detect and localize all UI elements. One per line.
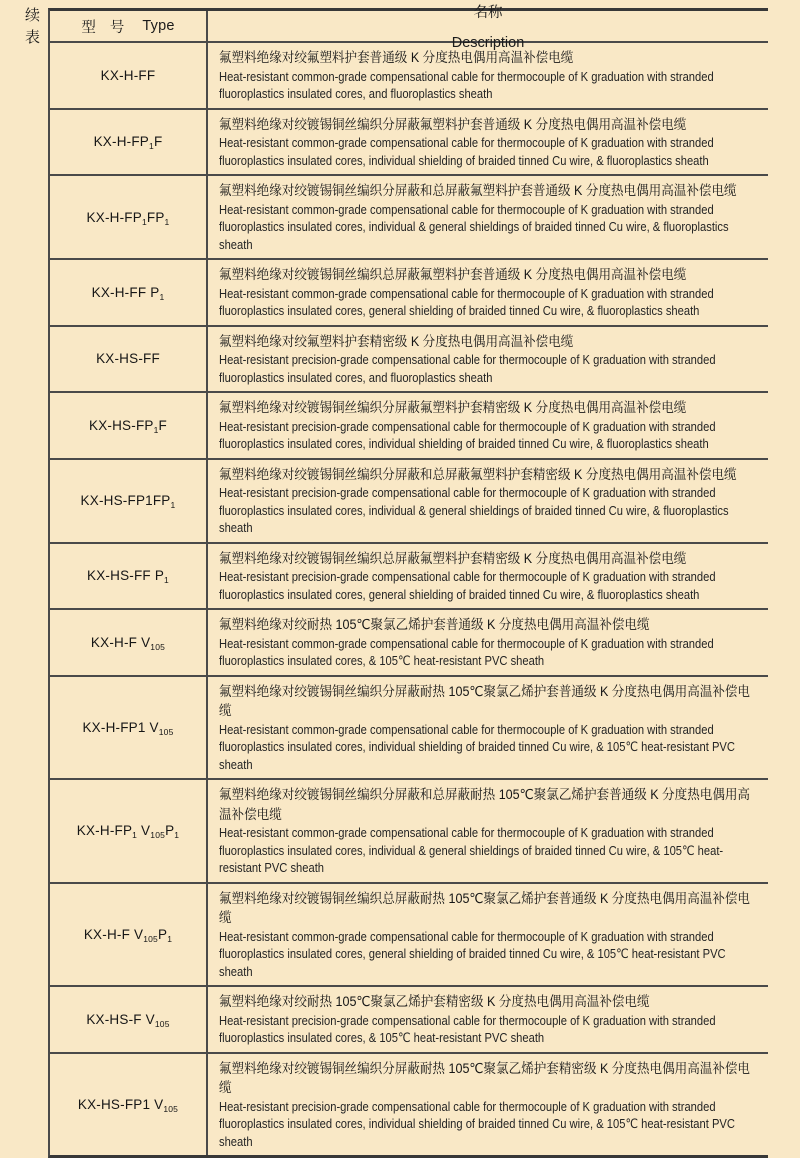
description-cell	[208, 43, 768, 108]
table-row	[50, 393, 768, 460]
description-cell	[208, 260, 768, 325]
description-en: Heat-resistant common-grade compensational cable for thermocouple of K graduation with stranded fluoroplastics insulated cores, individual & general shieldings of braided tinned Cu wire, & fluoroplastics sheath	[219, 201, 729, 252]
description-en: Heat-resistant precision-grade compensational cable for thermocouple of K graduation with stranded fluoroplastics insulated cores, individual & general shieldings of braided tinned Cu wire, & fluoroplastics sheath	[219, 485, 729, 535]
type-cell	[50, 260, 208, 325]
type-cell	[50, 460, 208, 542]
type-cell	[50, 176, 208, 258]
table-row	[50, 260, 768, 327]
description-en: Heat-resistant common-grade compensational cable for thermocouple of K graduation with stranded fluoroplastics insulated cores, & 105℃ heat-resistant PVC sheath	[219, 635, 714, 668]
description-cell	[208, 780, 768, 882]
description-en: Heat-resistant common-grade compensational cable for thermocouple of K graduation with stranded fluoroplastics insulated cores, individual shielding of braided tinned Cu wire, & 105℃ heat-resistant PVC sheath	[219, 721, 735, 772]
description-cn: 氟塑料绝缘对绞镀锡铜丝编织分屏蔽和总屏蔽氟塑料护套精密级 K 分度热电偶用高温补偿电缆	[219, 466, 737, 482]
type-code: KX-HS-FF	[96, 351, 160, 367]
cable-type-table	[48, 5, 768, 1158]
type-cell	[50, 780, 208, 882]
description-cn: 氟塑料绝缘对绞镀锡铜丝编织分屏蔽氟塑料护套普通级 K 分度热电偶用高温补偿电缆	[219, 116, 687, 132]
type-code: KX-HS-F $V_{105}$	[86, 1011, 170, 1029]
type-cell	[50, 610, 208, 675]
description-cell	[208, 987, 768, 1052]
description-en: Heat-resistant precision-grade compensational cable for thermocouple of K graduation with stranded fluoroplastics insulated cores, and fluoroplastics sheath	[219, 352, 716, 385]
description-cell	[208, 176, 768, 258]
description-cn: 氟塑料绝缘对绞镀锡铜丝编织分屏蔽和总屏蔽氟塑料护套普通级 K 分度热电偶用高温补偿电缆	[219, 183, 737, 198]
type-cell	[50, 393, 208, 458]
type-column-header-cn: 型 号	[81, 19, 130, 36]
description-cell	[208, 610, 768, 675]
description-cn: 氟塑料绝缘对绞氟塑料护套精密级 K 分度热电偶用高温补偿电缆	[219, 333, 574, 349]
type-column-header	[50, 11, 208, 41]
description-en: Heat-resistant precision-grade compensational cable for thermocouple of K graduation with stranded fluoroplastics insulated cores, individual shielding of braided tinned Cu wire, & 105℃ heat-resistant PVC sheath	[219, 1098, 735, 1149]
table-row	[50, 110, 768, 177]
table-row	[50, 43, 768, 110]
description-column-header-en: Description	[451, 35, 525, 51]
description-cn: 氟塑料绝缘对绞镀锡铜丝编织分屏蔽氟塑料护套精密级 K 分度热电偶用高温补偿电缆	[219, 400, 687, 415]
description-cn: 氟塑料绝缘对绞镀锡铜丝编织总屏蔽氟塑料护套精密级 K 分度热电偶用高温补偿电缆	[219, 550, 687, 566]
type-cell	[50, 43, 208, 108]
description-en: Heat-resistant common-grade compensational cable for thermocouple of K graduation with stranded fluoroplastics insulated cores, general shielding of braided tinned Cu wire, & 105℃ heat-resistant PVC sheath	[219, 928, 726, 979]
description-cell	[208, 460, 768, 542]
type-cell	[50, 1054, 208, 1156]
type-code: $KX-H-FP_1F$	[93, 134, 163, 152]
description-cell	[208, 677, 768, 779]
type-cell	[50, 987, 208, 1052]
table-row	[50, 460, 768, 544]
description-cell	[208, 1054, 768, 1156]
description-cell	[208, 544, 768, 609]
table-row	[50, 987, 768, 1054]
cable-table-body	[50, 43, 768, 1155]
type-code: KX-HS-FP1 $V_{105}$	[77, 1096, 179, 1114]
table-header-row	[50, 5, 768, 51]
type-cell	[50, 110, 208, 175]
description-en: Heat-resistant common-grade compensational cable for thermocouple of K graduation with stranded fluoroplastics insulated cores, and fluoroplastics sheath	[219, 68, 714, 101]
continued-table-label: 续表	[24, 7, 40, 46]
type-cell	[50, 327, 208, 392]
description-cn: 氟塑料绝缘对绞镀锡铜丝编织分屏蔽和总屏蔽耐热 105℃聚氯乙烯护套普通级 K 分度热电偶用高温补偿电缆	[219, 787, 750, 822]
type-column-header-en: Type	[142, 18, 175, 34]
type-code: KX-H-FP1 $V_{105}$	[82, 719, 174, 737]
description-en: Heat-resistant common-grade compensational cable for thermocouple of K graduation with stranded fluoroplastics insulated cores, individual shielding of braided tinned Cu wire, & fluoroplastics sheath	[219, 135, 714, 168]
type-code: $KX-H-FP_1FP_1$	[86, 209, 170, 227]
description-cn: 氟塑料绝缘对绞镀锡铜丝编织分屏蔽耐热 105℃聚氯乙烯护套普通级 K 分度热电偶用高温补偿电缆	[219, 683, 750, 718]
table-row	[50, 327, 768, 394]
table-row	[50, 780, 768, 884]
description-en: Heat-resistant common-grade compensational cable for thermocouple of K graduation with stranded fluoroplastics insulated cores, general shielding of braided tinned Cu wire, & fluoroplastics sheath	[219, 285, 714, 318]
table-row	[50, 610, 768, 677]
description-en: Heat-resistant precision-grade compensational cable for thermocouple of K graduation with stranded fluoroplastics insulated cores, individual shielding of braided tinned Cu wire, & fluoroplastics sheath	[219, 418, 716, 451]
description-en: Heat-resistant common-grade compensational cable for thermocouple of K graduation with stranded fluoroplastics insulated cores, individual & general shieldings of braided tinned Cu wire, & 105℃ heat-resistant PVC sheath	[219, 825, 724, 875]
description-en: Heat-resistant precision-grade compensational cable for thermocouple of K graduation with stranded fluoroplastics insulated cores, & 105℃ heat-resistant PVC sheath	[219, 1012, 716, 1045]
type-code: KX-H-FF $P_1$	[91, 284, 165, 302]
description-cn: 氟塑料绝缘对绞镀锡铜丝编织总屏蔽氟塑料护套普通级 K 分度热电偶用高温补偿电缆	[219, 267, 687, 282]
type-code: KX-H-FF	[100, 67, 156, 83]
type-code: KX-HS-FF $P_1$	[87, 568, 169, 586]
type-cell	[50, 544, 208, 609]
type-code: KX-H-F $V_{105}P_1$	[83, 926, 173, 944]
table-row	[50, 544, 768, 611]
table-row	[50, 1054, 768, 1156]
description-cn: 氟塑料绝缘对绞镀锡铜丝编织总屏蔽耐热 105℃聚氯乙烯护套普通级 K 分度热电偶用高温补偿电缆	[219, 890, 750, 925]
type-cell	[50, 677, 208, 779]
description-column-header-cn: 名称	[473, 5, 503, 21]
type-code: KX-H-F $V_{105}$	[90, 634, 166, 652]
description-column-header	[208, 5, 768, 51]
table-row	[50, 176, 768, 260]
type-code: $KX-HS-FP_1F$	[89, 417, 167, 435]
table-row	[50, 677, 768, 781]
description-cn: 氟塑料绝缘对绞耐热 105℃聚氯乙烯护套普通级 K 分度热电偶用高温补偿电缆	[219, 617, 650, 632]
table-row	[50, 884, 768, 988]
description-cell	[208, 110, 768, 175]
type-code: $KX-H-FP_1$ $V_{105}P_1$	[76, 823, 180, 841]
type-cell	[50, 884, 208, 986]
description-cn: 氟塑料绝缘对绞镀锡铜丝编织分屏蔽耐热 105℃聚氯乙烯护套精密级 K 分度热电偶用高温补偿电缆	[219, 1060, 750, 1095]
description-cn: 氟塑料绝缘对绞耐热 105℃聚氯乙烯护套精密级 K 分度热电偶用高温补偿电缆	[219, 994, 650, 1009]
description-cell	[208, 884, 768, 986]
type-code: $KX-HS-FP1FP_1$	[80, 493, 176, 510]
description-en: Heat-resistant precision-grade compensational cable for thermocouple of K graduation with stranded fluoroplastics insulated cores, general shielding of braided tinned Cu wire, & fluoroplastics sheath	[219, 569, 716, 602]
description-cell	[208, 327, 768, 392]
description-cn: 氟塑料绝缘对绞氟塑料护套普通级 K 分度热电偶用高温补偿电缆	[219, 50, 574, 65]
description-cell	[208, 393, 768, 458]
